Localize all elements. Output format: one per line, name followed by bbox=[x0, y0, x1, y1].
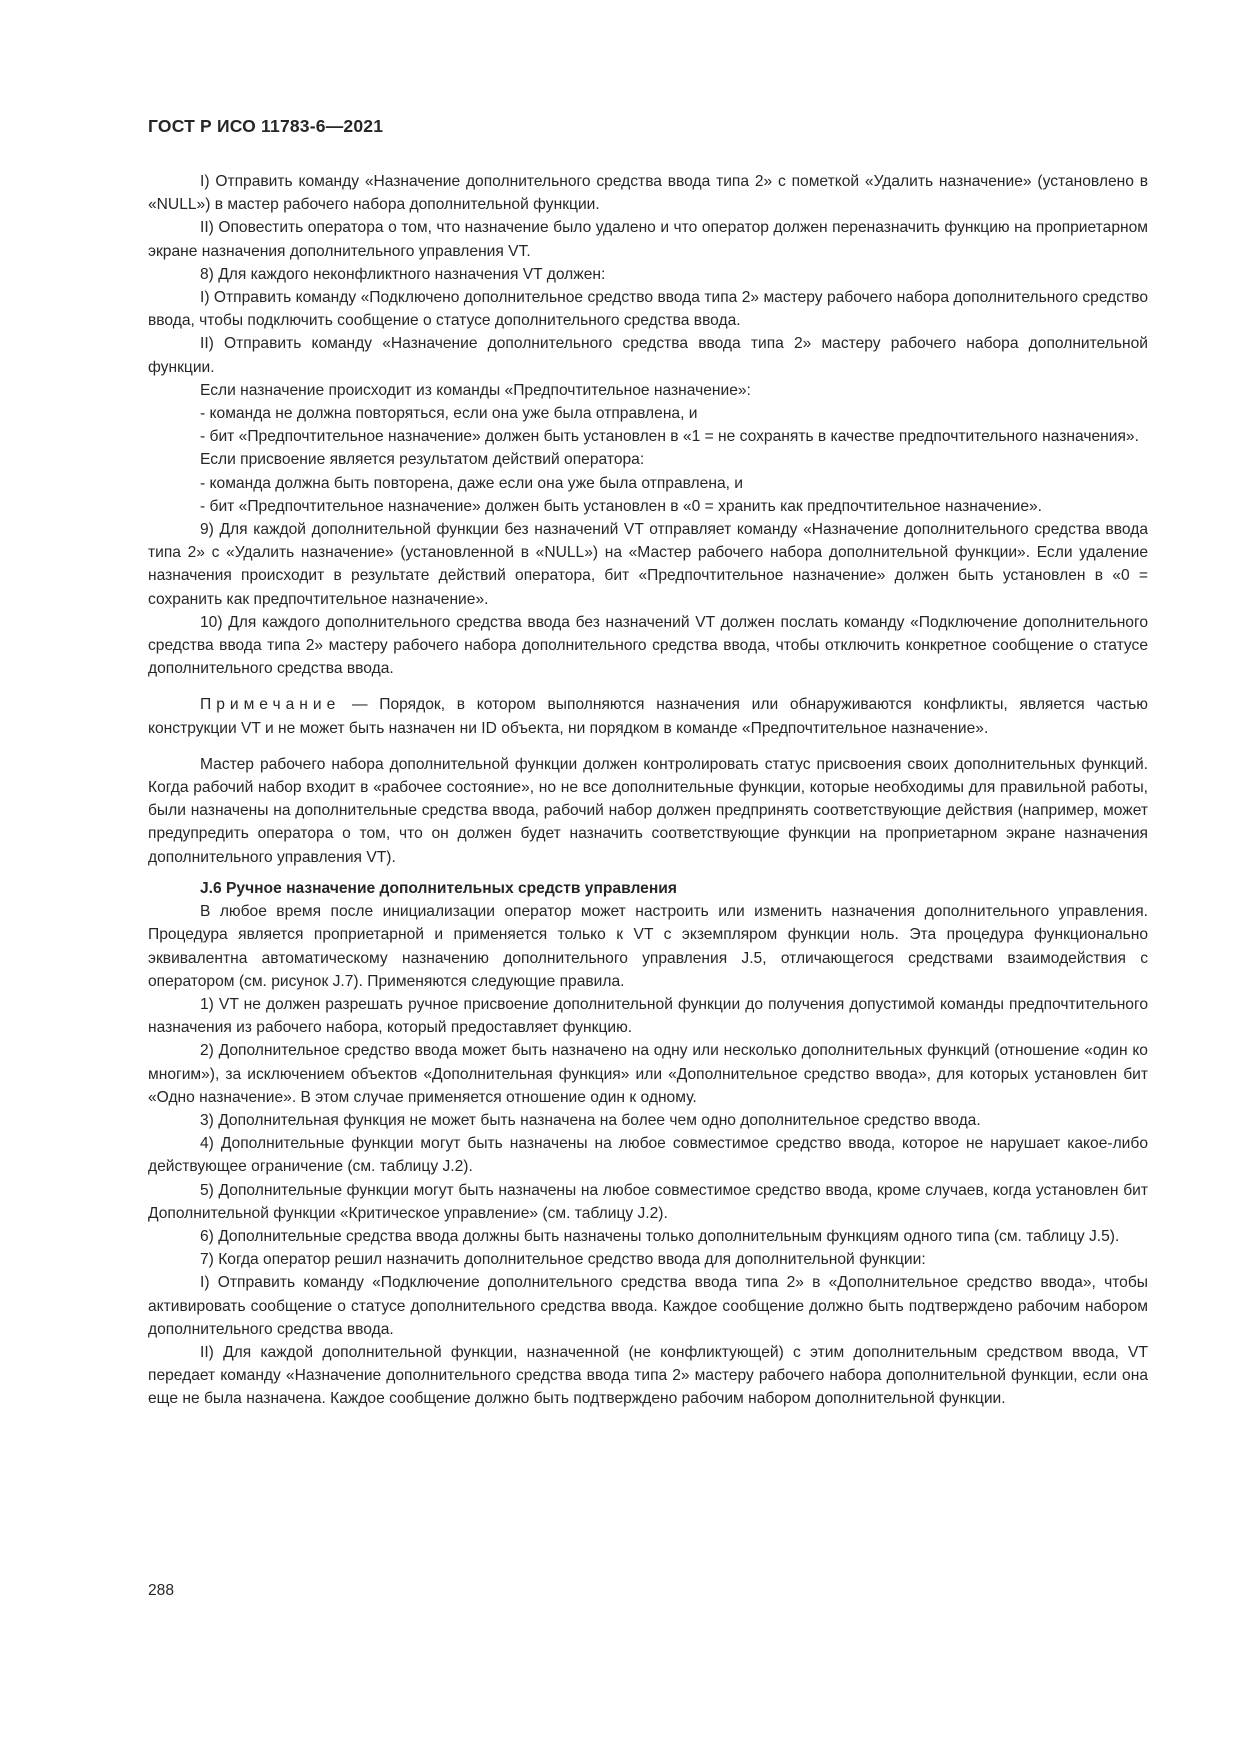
page-number: 288 bbox=[148, 1582, 175, 1599]
list-item: - бит «Предпочтительное назначение» должен быть установлен в «1 = не сохранять в качестве предпочтительного назначения». bbox=[200, 428, 1139, 446]
paragraph: В любое время после инициализации оператор может настроить или изменить назначения дополнительного управления. Процедура является проприетарной и применяется только к VT с экземпляром функции ноль. Эта процедура функционально эквивалентна автоматическому назначению дополнительного управления J.5, отличающегося средствами взаимодействия с оператором (см. рисунок J.7). Применяются следующие правила. bbox=[148, 903, 1148, 990]
list-item: 3) Дополнительная функция не может быть назначена на более чем одно дополнительное средство ввода. bbox=[200, 1111, 981, 1129]
paragraph: 8) Для каждого неконфликтного назначения VT должен: bbox=[200, 265, 606, 283]
note-label: Примечание bbox=[200, 696, 341, 714]
paragraph: I) Отправить команду «Подключено дополнительное средство ввода типа 2» мастеру рабочего набора дополнительного средство ввода, чтобы подключить сообщение о статусе дополнительного средства ввода. bbox=[148, 289, 1148, 330]
list-item: 2) Дополнительное средство ввода может быть назначено на одну или несколько дополнительных функций (отношение «один ко многим»), за исключением объектов «Дополнительная функция» или «Дополнительное средство ввода», для которых установлен бит «Одно назначение». В этом случае применяется отношение один к одному. bbox=[148, 1042, 1148, 1106]
list-item: - бит «Предпочтительное назначение» должен быть установлен в «0 = хранить как предпочтительное назначение». bbox=[200, 497, 1043, 515]
paragraph: Если присвоение является результатом действий оператора: bbox=[200, 451, 645, 469]
list-item: - команда не должна повторяться, если она уже была отправлена, и bbox=[200, 405, 698, 423]
page-header-title: ГОСТ Р ИСО 11783-6—2021 bbox=[148, 116, 384, 136]
paragraph: Мастер рабочего набора дополнительной функции должен контролировать статус присвоения своих дополнительных функций. Когда рабочий набор входит в «рабочее состояние», но не все дополнительные функции, которые необходимы для правильной работы, были назначены на дополнительные средства ввода, рабочий набор должен предпринять соответствующие действия (например, может предупредить оператора о том, что он должен будет назначить соответствующие функции на проприетарном экране назначения дополнительного управления VT). bbox=[148, 755, 1148, 866]
document-body bbox=[148, 170, 1148, 1411]
list-item: I) Отправить команду «Подключение дополнительного средства ввода типа 2» в «Дополнительное средство ввода», чтобы активировать сообщение о статусе дополнительного средства ввода. Каждое сообщение должно быть подтверждено рабочим набором дополнительного средства ввода. bbox=[148, 1274, 1148, 1338]
list-item: 6) Дополнительные средства ввода должны быть назначены только дополнительным функциям одного типа (см. таблицу J.5). bbox=[200, 1227, 1120, 1245]
list-item: 4) Дополнительные функции могут быть назначены на любое совместимое средство ввода, которое не нарушает какое-либо действующее ограничение (см. таблицу J.2). bbox=[148, 1135, 1148, 1176]
list-item: 5) Дополнительные функции могут быть назначены на любое совместимое средство ввода, кроме случаев, когда установлен бит Дополнительной функции «Критическое управление» (см. таблицу J.2). bbox=[148, 1181, 1148, 1222]
section-heading: J.6 Ручное назначение дополнительных средств управления bbox=[200, 879, 677, 897]
note-text: — Порядок, в котором выполняются назначения или обнаруживаются конфликты, является частью конструкции VT и не может быть назначен ни ID объекта, ни порядком в команде «Предпочтительное назначение». bbox=[148, 696, 1148, 737]
paragraph: 10) Для каждого дополнительного средства ввода без назначений VT должен послать команду «Подключение дополнительного средства ввода типа 2» мастеру рабочего набора дополнительного средства ввода, чтобы отключить конкретное сообщение о статусе дополнительного средства ввода. bbox=[148, 613, 1148, 678]
paragraph: II) Оповестить оператора о том, что назначение было удалено и что оператор должен переназначить функцию на проприетарном экране назначения дополнительного управления VT. bbox=[148, 219, 1148, 260]
list-item: - команда должна быть повторена, даже если она уже была отправлена, и bbox=[200, 474, 743, 492]
paragraph: Если назначение происходит из команды «Предпочтительное назначение»: bbox=[200, 381, 751, 399]
paragraph: 9) Для каждой дополнительной функции без назначений VT отправляет команду «Назначение дополнительного средства ввода типа 2» с «Удалить назначение» (установленной в «NULL») на «Мастер рабочего набора дополнительной функции». Если удаление назначения происходит в результате действий оператора, бит «Предпочтительное назначение» должен быть установлен в «0 = сохранить как предпочтительное назначение». bbox=[148, 521, 1148, 608]
paragraph: I) Отправить команду «Назначение дополнительного средства ввода типа 2» с пометкой «Удалить назначение» (установлено в «NULL») в мастер рабочего набора дополнительной функции. bbox=[148, 173, 1148, 214]
note-paragraph bbox=[148, 693, 1148, 739]
list-item: 1) VT не должен разрешать ручное присвоение дополнительной функции до получения допустимой команды предпочтительного назначения из рабочего набора, который предоставляет функцию. bbox=[148, 995, 1148, 1037]
paragraph: II) Отправить команду «Назначение дополнительного средства ввода типа 2» мастеру рабочего набора дополнительной функции. bbox=[148, 335, 1148, 376]
list-item: 7) Когда оператор решил назначить дополнительное средство ввода для дополнительной функции: bbox=[200, 1251, 926, 1269]
list-item: II) Для каждой дополнительной функции, назначенной (не конфликтующей) с этим дополнительным средством ввода, VT передает команду «Назначение дополнительного средства ввода типа 2» мастеру рабочего набора дополнительной функции, если она еще не была назначена. Каждое сообщение должно быть подтверждено рабочим набором дополнительной функции. bbox=[148, 1343, 1148, 1408]
